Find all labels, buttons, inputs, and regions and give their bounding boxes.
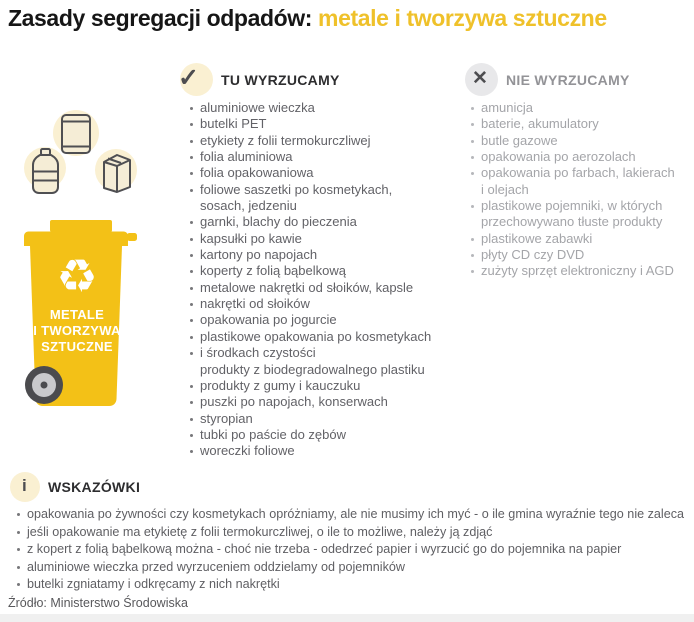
info-icon-circle (10, 472, 40, 502)
recycle-icon: ♻ (56, 250, 98, 302)
bullet-icon (189, 149, 200, 165)
page-title (8, 5, 607, 32)
allowed-list-item: butelki PET (189, 116, 461, 132)
allowed-list-item: nakrętki od słoików (189, 296, 461, 312)
allowed-list-item: folia opakowaniowa (189, 165, 461, 181)
forbidden-heading: NIE WYRZUCAMY (506, 71, 630, 88)
tips-list-item: z kopert z folią bąbelkową można - choć nie trzeba - odedrzeć papier i wyrzucić go do pojemnika na papier (16, 541, 690, 559)
bullet-icon (470, 198, 481, 231)
source-note: Źródło: Ministerstwo Środowiska (8, 596, 188, 610)
bullet-icon (189, 411, 200, 427)
bin-wheel (25, 366, 63, 404)
page-title-accent: metale i tworzywa sztuczne (318, 5, 607, 31)
cross-icon-circle (465, 63, 498, 96)
allowed-list-item: produkty z gumy i kauczuku (189, 378, 461, 394)
tips-list-item: opakowania po żywności czy kosmetykach opróżniamy, ale nie musimy ich myć - o ile gmina wyraźnie tego nie zaleca (16, 506, 690, 524)
forbidden-list-item: butle gazowe (470, 133, 690, 149)
bullet-icon (189, 427, 200, 443)
allowed-list-item: aluminiowe wieczka (189, 100, 461, 116)
bullet-icon (189, 133, 200, 149)
bullet-icon (189, 312, 200, 328)
bullet-icon (189, 231, 200, 247)
allowed-list-item: foliowe saszetki po kosmetykach, sosach, jedzeniu (189, 182, 461, 215)
allowed-list-item: metalowe nakrętki od słoików, kapsle (189, 280, 461, 296)
bullet-icon (189, 182, 200, 215)
bullet-icon (470, 165, 481, 198)
bullet-icon (189, 329, 200, 345)
bullet-icon (470, 231, 481, 247)
bin-label-line: METALE (49, 307, 105, 322)
allowed-list-item: koperty z folią bąbelkową (189, 263, 461, 279)
bullet-icon (470, 133, 481, 149)
allowed-list-item: puszki po napojach, konserwach (189, 394, 461, 410)
tips-list-item: butelki zgniatamy i odkręcamy z nich nakrętki (16, 576, 690, 594)
bullet-icon (189, 100, 200, 116)
forbidden-list-item: płyty CD czy DVD (470, 247, 690, 263)
bullet-icon (189, 378, 200, 394)
forbidden-list-item: zużyty sprzęt elektroniczny i AGD (470, 263, 690, 279)
allowed-list-item: tubki po paście do zębów (189, 427, 461, 443)
bullet-icon (470, 247, 481, 263)
forbidden-list-item: plastikowe pojemniki, w których przechowywano tłuste produkty (470, 198, 690, 231)
cross-icon: ✕ (472, 68, 488, 89)
bullet-icon (16, 524, 27, 542)
bin-label-line: I TWORZYWA (33, 323, 121, 338)
bin-illustration (0, 100, 175, 420)
forbidden-list-item: amunicja (470, 100, 690, 116)
allowed-list-item: i środkach czystości produkty z biodegradowalnego plastiku (189, 345, 461, 378)
check-icon-circle (180, 63, 213, 96)
forbidden-list-item: opakowania po aerozolach (470, 149, 690, 165)
bin-label-line: SZTUCZNE (41, 339, 113, 354)
bullet-icon (470, 116, 481, 132)
tips-list-item: aluminiowe wieczka przed wyrzuceniem oddzielamy od pojemników (16, 559, 690, 577)
bullet-icon (189, 394, 200, 410)
can-icon (62, 115, 90, 153)
check-icon: ✓ (178, 64, 199, 92)
tips-list (16, 506, 690, 594)
allowed-list-item: styropian (189, 411, 461, 427)
bullet-icon (189, 116, 200, 132)
allowed-list-item: folia aluminiowa (189, 149, 461, 165)
bullet-icon (16, 559, 27, 577)
tips-heading: WSKAZÓWKI (48, 479, 141, 495)
bullet-icon (189, 247, 200, 263)
bullet-icon (189, 443, 200, 459)
allowed-heading: TU WYRZUCAMY (221, 71, 340, 88)
bullet-icon (16, 576, 27, 594)
allowed-list-item: plastikowe opakowania po kosmetykach (189, 329, 461, 345)
tips-section-header (10, 472, 140, 502)
bullet-icon (470, 263, 481, 279)
forbidden-list-item: plastikowe zabawki (470, 231, 690, 247)
allowed-list-item: opakowania po jogurcie (189, 312, 461, 328)
bottom-band (0, 614, 694, 622)
allowed-list-item: etykiety z folii termokurczliwej (189, 133, 461, 149)
allowed-list-item: kapsułki po kawie (189, 231, 461, 247)
bullet-icon (16, 541, 27, 559)
bullet-icon (189, 214, 200, 230)
forbidden-list-item: baterie, akumulatory (470, 116, 690, 132)
page-title-main: Zasady segregacji odpadów: (8, 5, 319, 31)
bullet-icon (189, 165, 200, 181)
allowed-list-item: kartony po napojach (189, 247, 461, 263)
bullet-icon (16, 506, 27, 524)
bullet-icon (189, 296, 200, 312)
forbidden-list-item: opakowania po farbach, lakierach i olejach (470, 165, 690, 198)
allowed-list-item: garnki, blachy do pieczenia (189, 214, 461, 230)
bullet-icon (189, 263, 200, 279)
bullet-icon (470, 149, 481, 165)
allowed-list (189, 100, 461, 460)
forbidden-section-header (465, 63, 630, 96)
bullet-icon (189, 280, 200, 296)
tips-list-item: jeśli opakowanie ma etykietę z folii termokurczliwej, o ile to możliwe, należy ją zdjąć (16, 524, 690, 542)
info-icon: i (22, 476, 27, 495)
allowed-section-header (180, 63, 340, 96)
bullet-icon (189, 345, 200, 378)
bullet-icon (470, 100, 481, 116)
allowed-list-item: woreczki foliowe (189, 443, 461, 459)
forbidden-list (470, 100, 690, 280)
bin-label (26, 307, 128, 355)
carton-icon (104, 155, 130, 192)
